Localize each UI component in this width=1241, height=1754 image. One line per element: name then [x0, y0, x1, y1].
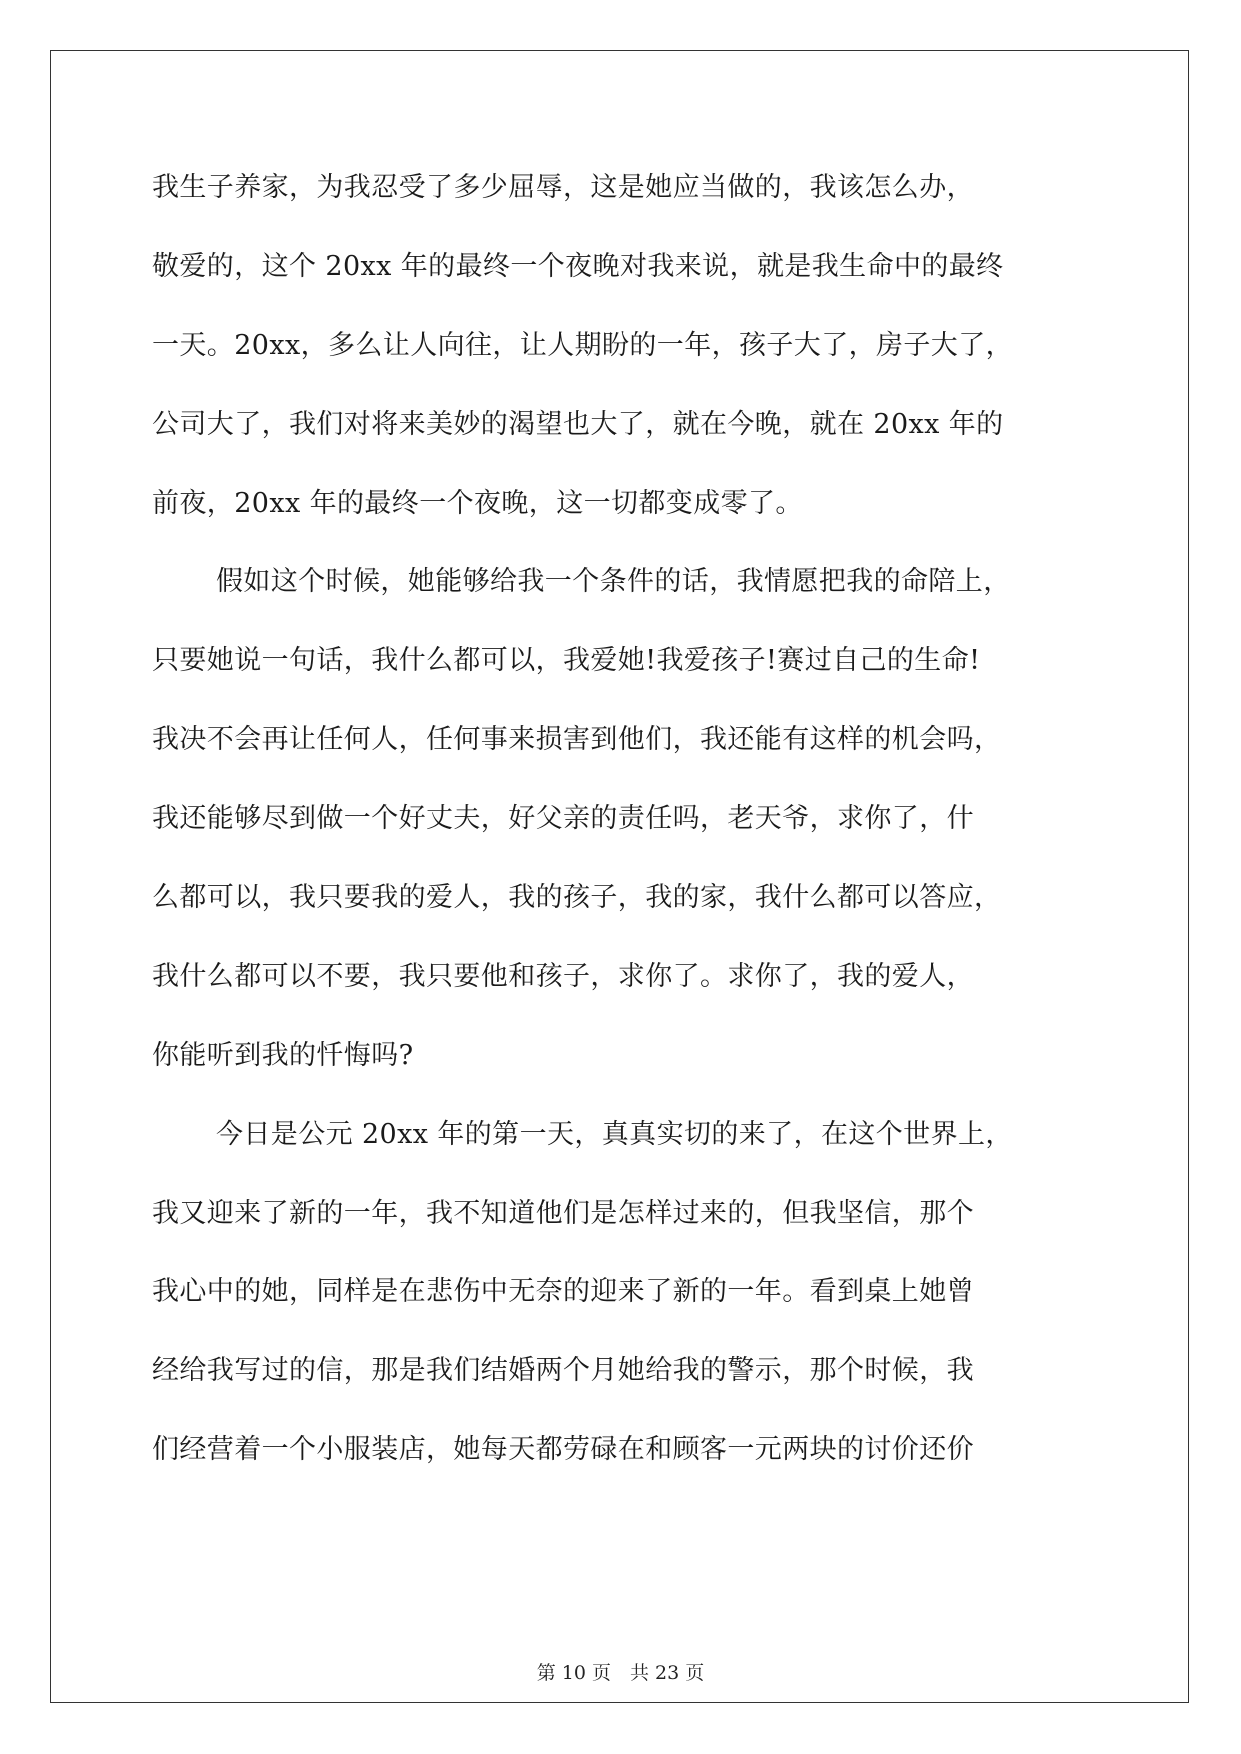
page-number: 第 10 页 共 23 页: [536, 1662, 705, 1684]
text-line: 我心中的她，同样是在悲伤中无奈的迎来了新的一年。看到桌上她曾: [152, 1276, 974, 1308]
text-line: 我生子养家，为我忍受了多少屈辱，这是她应当做的，我该怎么办，: [152, 172, 974, 203]
text-line: 我决不会再让任何人，任何事来损害到他们，我还能有这样的机会吗，: [152, 724, 1002, 756]
text-line: 我还能够尽到做一个好丈夫，好父亲的责任吗，老天爷，求你了，什: [152, 803, 974, 835]
text-line: 我什么都可以不要，我只要他和孩子，求你了。求你了，我的爱人，: [152, 960, 974, 992]
text-line: 么都可以，我只要我的爱人，我的孩子，我的家，我什么都可以答应，: [152, 882, 1002, 914]
document-body: [152, 168, 1092, 1509]
text-line: 们经营着一个小服装店，她每天都劳碌在和顾客一元两块的讨价还价: [152, 1434, 974, 1466]
text-line: 前夜，20xx 年的最终一个夜晚，这一切都变成零了。: [152, 487, 803, 519]
text-line: 敬爱的，这个 20xx 年的最终一个夜晚对我来说，就是我生命中的最终: [152, 250, 1004, 282]
text-line: 公司大了，我们对将来美妙的渴望也大了，就在今晚，就在 20xx 年的: [152, 408, 1004, 440]
paragraph-start-line: 假如这个时候，她能够给我一个条件的话，我情愿把我的命陪上，: [216, 566, 1011, 598]
text-line: 我又迎来了新的一年，我不知道他们是怎样过来的，但我坚信，那个: [152, 1197, 974, 1229]
text-line: 经给我写过的信，那是我们结婚两个月她给我的警示，那个时候，我: [152, 1355, 974, 1387]
text-line: 一天。20xx，多么让人向往，让人期盼的一年，孩子大了，房子大了，: [152, 329, 1014, 361]
text-line: 只要她说一句话，我什么都可以，我爱她!我爱孩子!赛过自己的生命!: [152, 645, 981, 677]
text-line: 你能听到我的忏悔吗?: [152, 1039, 414, 1071]
paragraph-start-line: 今日是公元 20xx 年的第一天，真真实切的来了，在这个世界上，: [216, 1118, 1013, 1150]
